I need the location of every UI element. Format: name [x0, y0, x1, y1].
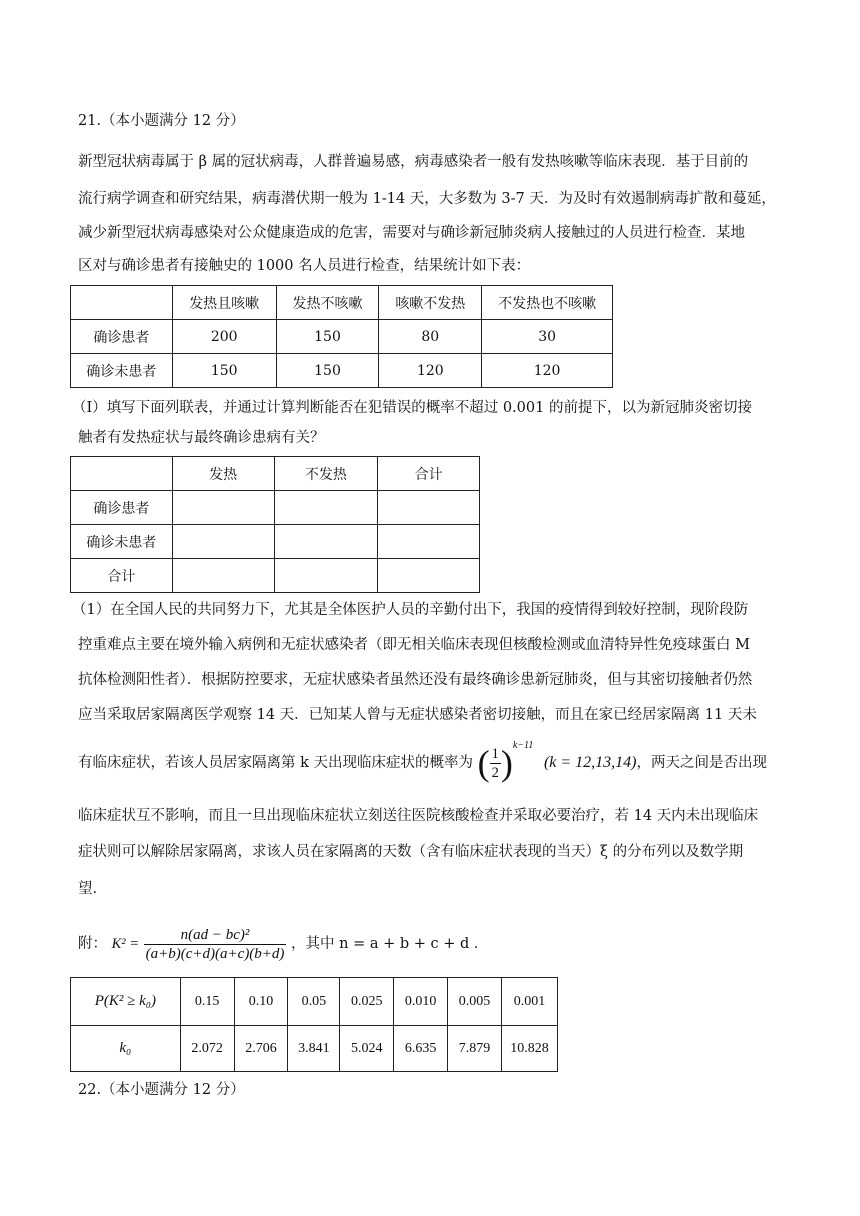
table-cell: 0.05: [288, 978, 340, 1026]
part2-line-1: （1）在全国人民的共同努力下，尤其是全体医护人员的辛勤付出下，我国的疫情得到较好控制，现阶段防: [72, 602, 749, 618]
critical-value-table: [70, 977, 558, 1072]
symptom-table: [70, 285, 613, 388]
row-label: 确诊患者: [71, 320, 173, 354]
left-paren: (: [477, 743, 490, 783]
table-cell: 3.841: [288, 1026, 340, 1072]
table-cell: 5.024: [340, 1026, 394, 1072]
table-cell: 2.072: [180, 1026, 234, 1072]
symptom-table-header: [71, 286, 613, 320]
blank-cell: [172, 491, 274, 525]
table-header-cell: 不发热: [274, 457, 378, 491]
formula-suffix: ，其中 n = a + b + c + d ．: [291, 936, 489, 952]
exponent: k−11: [512, 740, 534, 751]
k-range: (k = 12,13,14): [543, 754, 637, 771]
intro-line-3: 减少新型冠状病毒感染对公众健康造成的危害，需要对与确诊新冠肺炎病人接触过的人员进行检查．某地: [78, 225, 745, 241]
part2b-line-2: 症状则可以解除居家隔离，求该人员在家隔离的天数（含有临床症状表现的当天）ξ 的分布列以及数学期: [78, 844, 744, 860]
blank-cell: [378, 525, 480, 559]
table-header-cell: 合计: [378, 457, 480, 491]
row-label: 确诊未患者: [71, 525, 173, 559]
table-cell: 0.010: [394, 978, 448, 1026]
row-label: k₀: [71, 1026, 181, 1072]
fraction-one-half: $\frac{1}{2}$: [491, 745, 499, 781]
critical-value-row: [71, 1026, 558, 1072]
table-cell: 150: [276, 320, 379, 354]
table-cell: 200: [172, 320, 276, 354]
part2b-line-3: 望．: [78, 881, 107, 897]
right-paren: ): [500, 743, 513, 783]
table-cell: 30: [482, 320, 613, 354]
table-cell: 0.10: [234, 978, 288, 1026]
part2-line-3: 抗体检测阳性者）．根据防控要求，无症状感染者虽然还没有最终确诊患新冠肺炎，但与其密切接触者仍然: [78, 672, 753, 688]
table-header-cell: 咳嗽不发热: [379, 286, 482, 320]
table-row: [71, 525, 480, 559]
table-cell: 0.15: [180, 978, 234, 1026]
probability-row: [71, 978, 558, 1026]
intro-line-4: 区对与确诊患者有接触史的 1000 名人员进行检查，结果统计如下表：: [78, 258, 531, 274]
table-cell: 2.706: [234, 1026, 288, 1072]
table-row: [71, 491, 480, 525]
table-header-cell: 不发热也不咳嗽: [482, 286, 613, 320]
formula-fraction: $\frac{\text{n(ad − bc)²}}{(a+b)(c+d)(a+c)(b+d)}$: [145, 926, 285, 962]
table-header-cell: 发热且咳嗽: [172, 286, 276, 320]
row-label: P(K² ≥ k₀): [71, 978, 181, 1026]
blank-cell: [274, 525, 378, 559]
table-cell: 80: [379, 320, 482, 354]
contingency-table-header: [71, 457, 480, 491]
table-cell: [71, 286, 173, 320]
table-cell: 120: [379, 354, 482, 388]
table-cell: 7.879: [448, 1026, 502, 1072]
row-label: 确诊患者: [71, 491, 173, 525]
intro-line-2: 流行病学调查和研究结果，病毒潜伏期一般为 1-14 天，大多数为 3-7 天．为及时有效遏制病毒扩散和蔓延，: [78, 191, 776, 207]
row-label: 确诊未患者: [71, 354, 173, 388]
table-header-cell: 发热: [172, 457, 274, 491]
table-row: [71, 354, 613, 388]
prob-text-before: 有临床症状，若该人员居家隔离第 k 天出现临床症状的概率为: [78, 755, 474, 771]
part2-line-2: 控重难点主要在境外输入病例和无症状感染者（即无相关临床表现但核酸检测或血清特异性免疫球蛋白 M: [78, 637, 750, 653]
table-row: [71, 320, 613, 354]
blank-cell: [172, 559, 274, 593]
part2-line-4: 应当采取居家隔离医学观察 14 天．已知某人曾与无症状感染者密切接触，而且在家已经居家隔离 11 天未: [78, 707, 757, 723]
question-22-header: 22.（本小题满分 12 分）: [78, 1082, 245, 1098]
contingency-table: [70, 456, 480, 593]
blank-cell: [378, 559, 480, 593]
formula-prefix: 附：: [78, 936, 107, 952]
table-cell: 0.005: [448, 978, 502, 1026]
table-cell: 6.635: [394, 1026, 448, 1072]
blank-cell: [274, 559, 378, 593]
part2b-line-1: 临床症状互不影响，而且一旦出现临床症状立刻送往医院核酸检查并采取必要治疗，若 14 天内未出现临床: [78, 808, 759, 824]
intro-line-1: 新型冠状病毒属于 β 属的冠状病毒，人群普遍易感，病毒感染者一般有发热咳嗽等临床表现．基于目前的: [78, 154, 749, 170]
part1-line-2: 触者有发热症状与最终确诊患病有关？: [78, 430, 325, 446]
table-cell: 10.828: [502, 1026, 558, 1072]
table-cell: 150: [172, 354, 276, 388]
table-cell: 150: [276, 354, 379, 388]
question-21-header: 21.（本小题满分 12 分）: [78, 113, 245, 129]
row-label: 合计: [71, 559, 173, 593]
table-cell: [71, 457, 173, 491]
blank-cell: [172, 525, 274, 559]
part1-line-1: （Ⅰ）填写下面列联表，并通过计算判断能否在犯错误的概率不超过 0.001 的前提下，以为新冠肺炎密切接: [72, 400, 752, 416]
chi-square-formula: [78, 918, 798, 970]
table-row: [71, 559, 480, 593]
table-header-cell: 发热不咳嗽: [276, 286, 379, 320]
table-cell: 0.001: [502, 978, 558, 1026]
prob-text-after: ，两天之间是否出现: [636, 755, 767, 771]
table-cell: 120: [482, 354, 613, 388]
table-cell: 0.025: [340, 978, 394, 1026]
formula-lhs: K² =: [111, 936, 140, 952]
blank-cell: [274, 491, 378, 525]
blank-cell: [378, 491, 480, 525]
probability-line: [78, 735, 798, 791]
